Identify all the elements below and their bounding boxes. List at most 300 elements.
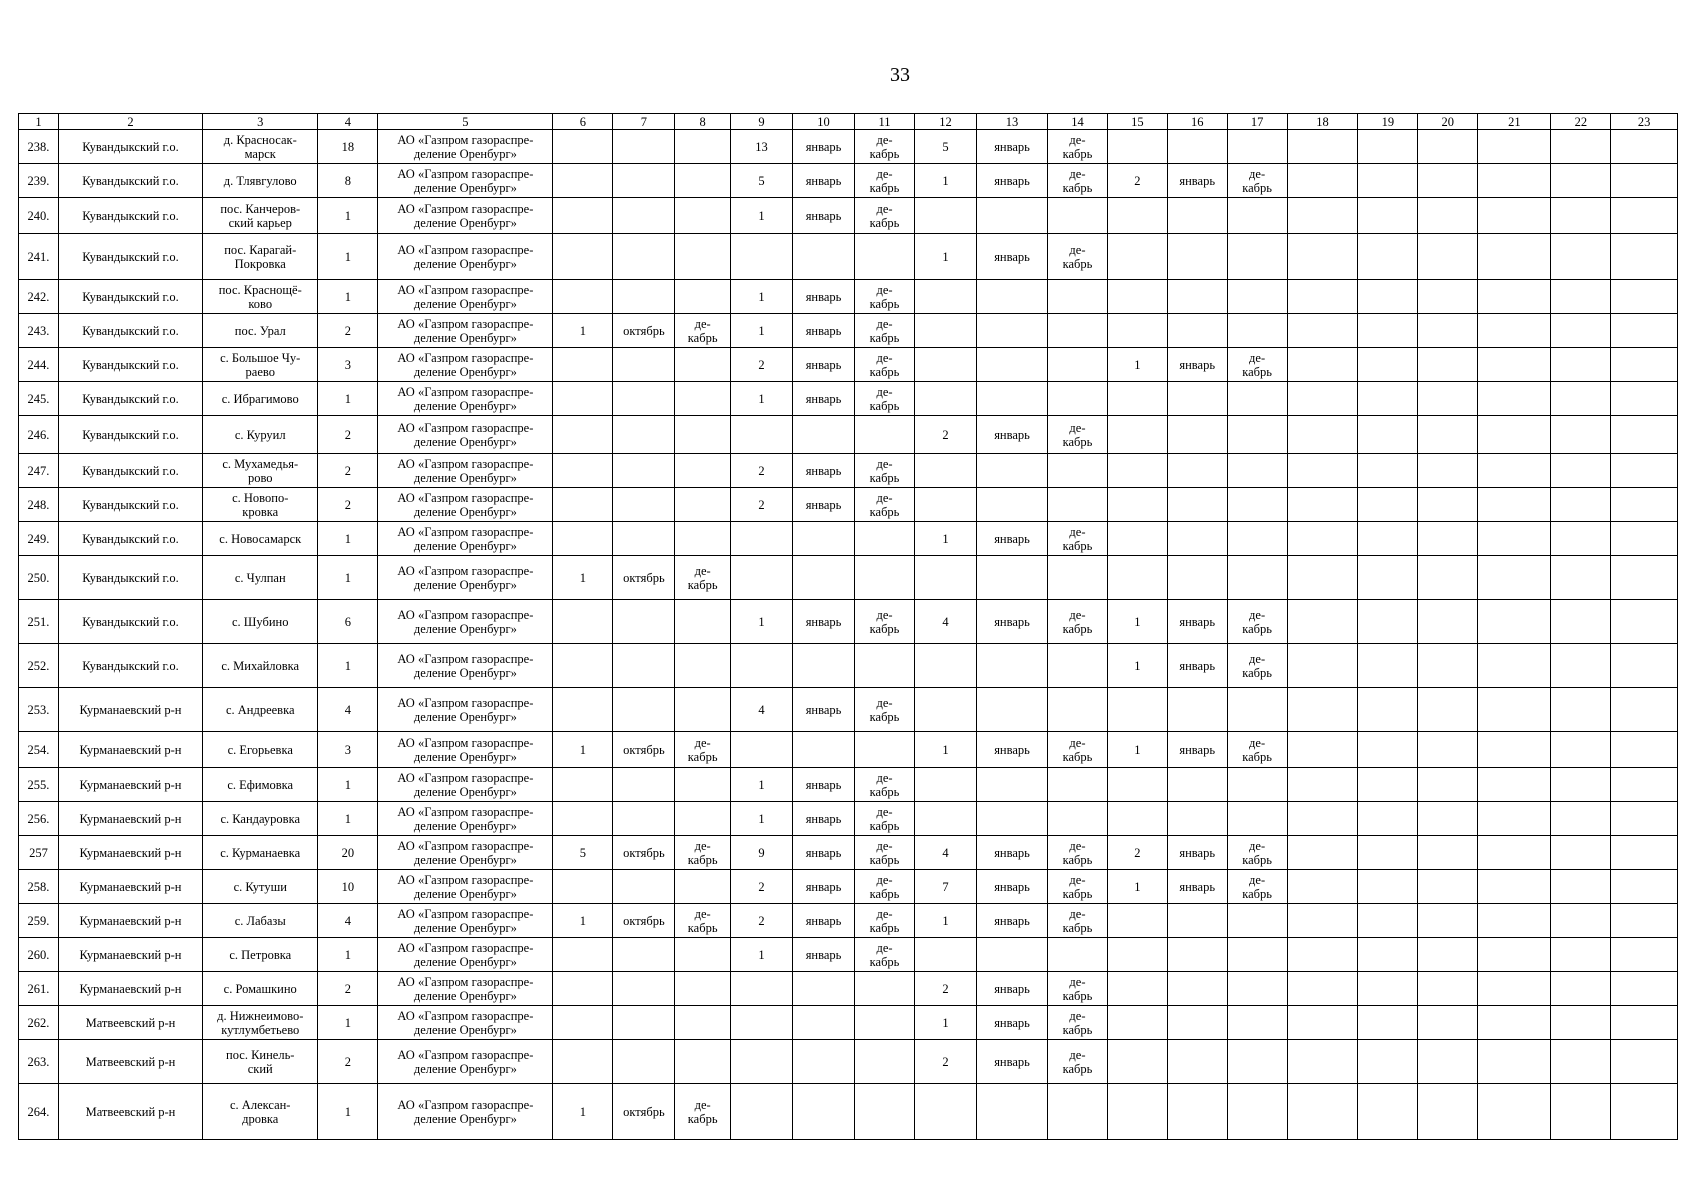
organization-cell: АО «Газпром газораспре- деление Оренбург» [378, 768, 553, 802]
empty-cell [1551, 198, 1611, 234]
empty-cell [1418, 836, 1478, 870]
col10-start [792, 522, 854, 556]
col13-start [977, 488, 1048, 522]
col8-end: де- кабрь [675, 556, 730, 600]
empty-cell [1287, 198, 1358, 234]
row-number: 248. [19, 488, 59, 522]
district-cell: Кувандыкский г.о. [58, 348, 202, 382]
settlement-cell: с. Курманаевка [203, 836, 318, 870]
col12-count: 5 [914, 130, 976, 164]
settlement-cell: пос. Краснощё- ково [203, 280, 318, 314]
organization-cell: АО «Газпром газораспре- деление Оренбург» [378, 1040, 553, 1084]
empty-cell [1611, 836, 1678, 870]
district-cell: Кувандыкский г.о. [58, 130, 202, 164]
empty-cell [1478, 382, 1551, 416]
organization-cell: АО «Газпром газораспре- деление Оренбург» [378, 314, 553, 348]
empty-cell [1287, 234, 1358, 280]
col7-start [613, 938, 675, 972]
col12-count [914, 688, 976, 732]
column-header: 18 [1287, 114, 1358, 130]
header-row [19, 114, 1678, 130]
col10-start: январь [792, 688, 854, 732]
district-cell: Кувандыкский г.о. [58, 416, 202, 454]
col12-count [914, 198, 976, 234]
empty-cell [1358, 600, 1418, 644]
col6-count: 1 [553, 904, 613, 938]
empty-cell [1287, 644, 1358, 688]
col7-start [613, 1040, 675, 1084]
district-cell: Кувандыкский г.о. [58, 488, 202, 522]
empty-cell [1358, 688, 1418, 732]
col13-start: январь [977, 416, 1048, 454]
col15-count [1107, 688, 1167, 732]
col16-start [1167, 768, 1227, 802]
col17-end: де- кабрь [1227, 836, 1287, 870]
empty-cell [1611, 938, 1678, 972]
empty-cell [1358, 522, 1418, 556]
col17-end [1227, 382, 1287, 416]
empty-cell [1418, 556, 1478, 600]
empty-cell [1287, 836, 1358, 870]
col11-end: де- кабрь [855, 688, 915, 732]
col6-count [553, 1006, 613, 1040]
empty-cell [1358, 938, 1418, 972]
col16-start [1167, 454, 1227, 488]
col7-start [613, 454, 675, 488]
empty-cell [1287, 164, 1358, 198]
col6-count [553, 416, 613, 454]
row-number: 245. [19, 382, 59, 416]
col7-start [613, 348, 675, 382]
empty-cell [1478, 1084, 1551, 1140]
col13-start: январь [977, 870, 1048, 904]
table-row [19, 836, 1678, 870]
settlement-cell: д. Красносак- марск [203, 130, 318, 164]
col13-start: январь [977, 522, 1048, 556]
empty-cell [1418, 600, 1478, 644]
col10-start: январь [792, 454, 854, 488]
col14-end [1048, 314, 1108, 348]
empty-cell [1611, 732, 1678, 768]
col14-end: де- кабрь [1048, 130, 1108, 164]
district-cell: Кувандыкский г.о. [58, 556, 202, 600]
col7-start: октябрь [613, 314, 675, 348]
empty-cell [1358, 198, 1418, 234]
empty-cell [1478, 972, 1551, 1006]
col17-end [1227, 234, 1287, 280]
col6-count: 1 [553, 732, 613, 768]
col17-end [1227, 198, 1287, 234]
settlement-cell: с. Лабазы [203, 904, 318, 938]
row-number: 254. [19, 732, 59, 768]
col8-end: де- кабрь [675, 1084, 730, 1140]
col12-count [914, 382, 976, 416]
col15-count [1107, 522, 1167, 556]
col14-end [1048, 556, 1108, 600]
table-row [19, 688, 1678, 732]
empty-cell [1418, 1040, 1478, 1084]
col17-end: де- кабрь [1227, 732, 1287, 768]
col13-start: январь [977, 1006, 1048, 1040]
district-cell: Кувандыкский г.о. [58, 198, 202, 234]
col8-end [675, 382, 730, 416]
col12-count: 1 [914, 732, 976, 768]
empty-cell [1551, 836, 1611, 870]
row-number: 246. [19, 416, 59, 454]
district-cell: Курманаевский р-н [58, 836, 202, 870]
empty-cell [1287, 1084, 1358, 1140]
col9-count [730, 416, 792, 454]
settlement-cell: д. Нижнеимово- кутлумбетьево [203, 1006, 318, 1040]
count-cell: 3 [318, 348, 378, 382]
col12-count [914, 938, 976, 972]
table-row [19, 280, 1678, 314]
col11-end: де- кабрь [855, 836, 915, 870]
col6-count [553, 522, 613, 556]
col6-count [553, 768, 613, 802]
col11-end [855, 522, 915, 556]
empty-cell [1611, 870, 1678, 904]
empty-cell [1611, 802, 1678, 836]
empty-cell [1611, 972, 1678, 1006]
col11-end: де- кабрь [855, 488, 915, 522]
district-cell: Кувандыкский г.о. [58, 600, 202, 644]
col6-count [553, 130, 613, 164]
col7-start [613, 198, 675, 234]
count-cell: 18 [318, 130, 378, 164]
col7-start: октябрь [613, 732, 675, 768]
row-number: 242. [19, 280, 59, 314]
col13-start [977, 938, 1048, 972]
col14-end: де- кабрь [1048, 600, 1108, 644]
settlement-cell: с. Чулпан [203, 556, 318, 600]
count-cell: 1 [318, 644, 378, 688]
col14-end: де- кабрь [1048, 522, 1108, 556]
col15-count [1107, 768, 1167, 802]
col17-end [1227, 938, 1287, 972]
district-cell: Матвеевский р-н [58, 1084, 202, 1140]
settlement-cell: с. Мухамедья- рово [203, 454, 318, 488]
col14-end [1048, 644, 1108, 688]
col8-end: де- кабрь [675, 732, 730, 768]
col7-start: октябрь [613, 1084, 675, 1140]
col10-start [792, 644, 854, 688]
count-cell: 1 [318, 234, 378, 280]
col15-count: 2 [1107, 836, 1167, 870]
row-number: 252. [19, 644, 59, 688]
col6-count [553, 164, 613, 198]
organization-cell: АО «Газпром газораспре- деление Оренбург» [378, 904, 553, 938]
empty-cell [1287, 348, 1358, 382]
col9-count [730, 234, 792, 280]
col15-count: 1 [1107, 644, 1167, 688]
table-row [19, 522, 1678, 556]
col8-end [675, 164, 730, 198]
col6-count [553, 688, 613, 732]
col12-count: 4 [914, 600, 976, 644]
col15-count: 1 [1107, 732, 1167, 768]
col17-end [1227, 972, 1287, 1006]
empty-cell [1478, 870, 1551, 904]
empty-cell [1611, 454, 1678, 488]
col12-count: 4 [914, 836, 976, 870]
table-row [19, 348, 1678, 382]
col16-start: январь [1167, 836, 1227, 870]
empty-cell [1478, 802, 1551, 836]
col13-start: январь [977, 904, 1048, 938]
col8-end [675, 644, 730, 688]
empty-cell [1358, 972, 1418, 1006]
col16-start [1167, 198, 1227, 234]
col16-start [1167, 488, 1227, 522]
empty-cell [1611, 198, 1678, 234]
column-header: 22 [1551, 114, 1611, 130]
organization-cell: АО «Газпром газораспре- деление Оренбург» [378, 836, 553, 870]
empty-cell [1358, 234, 1418, 280]
empty-cell [1418, 870, 1478, 904]
col15-count: 1 [1107, 348, 1167, 382]
organization-cell: АО «Газпром газораспре- деление Оренбург» [378, 802, 553, 836]
col14-end: де- кабрь [1048, 164, 1108, 198]
col10-start [792, 1006, 854, 1040]
empty-cell [1611, 348, 1678, 382]
col12-count [914, 488, 976, 522]
col17-end [1227, 130, 1287, 164]
district-cell: Кувандыкский г.о. [58, 280, 202, 314]
column-header: 13 [977, 114, 1048, 130]
settlement-cell: с. Новопо- кровка [203, 488, 318, 522]
col9-count [730, 1084, 792, 1140]
empty-cell [1611, 904, 1678, 938]
col8-end [675, 1040, 730, 1084]
district-cell: Курманаевский р-н [58, 938, 202, 972]
col10-start [792, 234, 854, 280]
empty-cell [1418, 768, 1478, 802]
col10-start: январь [792, 600, 854, 644]
col15-count: 2 [1107, 164, 1167, 198]
col9-count: 1 [730, 600, 792, 644]
col15-count [1107, 972, 1167, 1006]
empty-cell [1478, 522, 1551, 556]
col10-start: январь [792, 198, 854, 234]
settlement-cell: с. Егорьевка [203, 732, 318, 768]
settlement-cell: с. Алексан- дровка [203, 1084, 318, 1140]
empty-cell [1551, 348, 1611, 382]
col14-end: де- кабрь [1048, 732, 1108, 768]
col8-end [675, 870, 730, 904]
empty-cell [1358, 314, 1418, 348]
col15-count [1107, 198, 1167, 234]
empty-cell [1287, 1040, 1358, 1084]
empty-cell [1287, 972, 1358, 1006]
table-row [19, 972, 1678, 1006]
row-number: 238. [19, 130, 59, 164]
empty-cell [1611, 234, 1678, 280]
empty-cell [1551, 1040, 1611, 1084]
empty-cell [1551, 600, 1611, 644]
col12-count [914, 644, 976, 688]
table-row [19, 164, 1678, 198]
organization-cell: АО «Газпром газораспре- деление Оренбург» [378, 556, 553, 600]
district-cell: Курманаевский р-н [58, 802, 202, 836]
col9-count: 2 [730, 870, 792, 904]
col11-end [855, 644, 915, 688]
empty-cell [1418, 732, 1478, 768]
column-header: 5 [378, 114, 553, 130]
col11-end [855, 234, 915, 280]
empty-cell [1358, 348, 1418, 382]
col7-start [613, 164, 675, 198]
col14-end [1048, 488, 1108, 522]
column-header: 10 [792, 114, 854, 130]
col11-end: де- кабрь [855, 802, 915, 836]
row-number: 261. [19, 972, 59, 1006]
col9-count: 2 [730, 904, 792, 938]
col11-end: де- кабрь [855, 164, 915, 198]
col15-count [1107, 130, 1167, 164]
empty-cell [1478, 732, 1551, 768]
col16-start [1167, 130, 1227, 164]
row-number: 253. [19, 688, 59, 732]
col8-end: де- кабрь [675, 904, 730, 938]
column-header: 11 [855, 114, 915, 130]
col13-start: январь [977, 234, 1048, 280]
col14-end [1048, 1084, 1108, 1140]
col9-count: 1 [730, 198, 792, 234]
row-number: 250. [19, 556, 59, 600]
col9-count [730, 1006, 792, 1040]
settlement-cell: с. Ефимовка [203, 768, 318, 802]
column-header: 17 [1227, 114, 1287, 130]
schedule-table [18, 113, 1678, 1140]
col17-end: де- кабрь [1227, 600, 1287, 644]
row-number: 251. [19, 600, 59, 644]
row-number: 255. [19, 768, 59, 802]
col11-end: де- кабрь [855, 314, 915, 348]
empty-cell [1478, 280, 1551, 314]
settlement-cell: с. Кандауровка [203, 802, 318, 836]
empty-cell [1551, 644, 1611, 688]
count-cell: 2 [318, 1040, 378, 1084]
column-header: 9 [730, 114, 792, 130]
empty-cell [1358, 768, 1418, 802]
empty-cell [1418, 454, 1478, 488]
district-cell: Матвеевский р-н [58, 1006, 202, 1040]
col17-end [1227, 1006, 1287, 1040]
col10-start: январь [792, 348, 854, 382]
table-row [19, 768, 1678, 802]
row-number: 258. [19, 870, 59, 904]
empty-cell [1478, 768, 1551, 802]
column-header: 4 [318, 114, 378, 130]
empty-cell [1551, 454, 1611, 488]
col6-count [553, 1040, 613, 1084]
count-cell: 6 [318, 600, 378, 644]
empty-cell [1611, 416, 1678, 454]
col13-start: январь [977, 1040, 1048, 1084]
col6-count: 5 [553, 836, 613, 870]
table-row [19, 198, 1678, 234]
col8-end [675, 348, 730, 382]
table-row [19, 556, 1678, 600]
col14-end [1048, 280, 1108, 314]
empty-cell [1551, 488, 1611, 522]
district-cell: Курманаевский р-н [58, 972, 202, 1006]
col7-start [613, 488, 675, 522]
col16-start: январь [1167, 164, 1227, 198]
col11-end [855, 972, 915, 1006]
empty-cell [1358, 1084, 1418, 1140]
count-cell: 10 [318, 870, 378, 904]
col8-end [675, 688, 730, 732]
col17-end [1227, 454, 1287, 488]
col9-count: 5 [730, 164, 792, 198]
row-number: 259. [19, 904, 59, 938]
col13-start [977, 802, 1048, 836]
organization-cell: АО «Газпром газораспре- деление Оренбург» [378, 416, 553, 454]
empty-cell [1287, 600, 1358, 644]
col6-count: 1 [553, 314, 613, 348]
col7-start [613, 688, 675, 732]
empty-cell [1478, 164, 1551, 198]
col9-count: 2 [730, 488, 792, 522]
empty-cell [1478, 600, 1551, 644]
settlement-cell: с. Большое Чу- раево [203, 348, 318, 382]
col12-count: 1 [914, 904, 976, 938]
empty-cell [1418, 234, 1478, 280]
column-header: 8 [675, 114, 730, 130]
empty-cell [1358, 280, 1418, 314]
empty-cell [1478, 488, 1551, 522]
col15-count [1107, 314, 1167, 348]
col11-end [855, 1040, 915, 1084]
empty-cell [1478, 836, 1551, 870]
col10-start: январь [792, 382, 854, 416]
col9-count [730, 732, 792, 768]
empty-cell [1287, 732, 1358, 768]
col8-end [675, 130, 730, 164]
count-cell: 1 [318, 1006, 378, 1040]
col16-start [1167, 972, 1227, 1006]
table-row [19, 1040, 1678, 1084]
col17-end [1227, 768, 1287, 802]
row-number: 262. [19, 1006, 59, 1040]
empty-cell [1418, 644, 1478, 688]
empty-cell [1611, 1006, 1678, 1040]
col10-start [792, 416, 854, 454]
count-cell: 1 [318, 802, 378, 836]
empty-cell [1418, 416, 1478, 454]
empty-cell [1358, 382, 1418, 416]
empty-cell [1611, 488, 1678, 522]
table-row [19, 904, 1678, 938]
col16-start: январь [1167, 870, 1227, 904]
col14-end [1048, 454, 1108, 488]
col6-count [553, 382, 613, 416]
col17-end: де- кабрь [1227, 348, 1287, 382]
col7-start [613, 972, 675, 1006]
table-row [19, 644, 1678, 688]
organization-cell: АО «Газпром газораспре- деление Оренбург» [378, 600, 553, 644]
col6-count [553, 600, 613, 644]
organization-cell: АО «Газпром газораспре- деление Оренбург» [378, 870, 553, 904]
empty-cell [1611, 556, 1678, 600]
empty-cell [1358, 644, 1418, 688]
empty-cell [1287, 280, 1358, 314]
row-number: 263. [19, 1040, 59, 1084]
empty-cell [1611, 130, 1678, 164]
col12-count [914, 768, 976, 802]
